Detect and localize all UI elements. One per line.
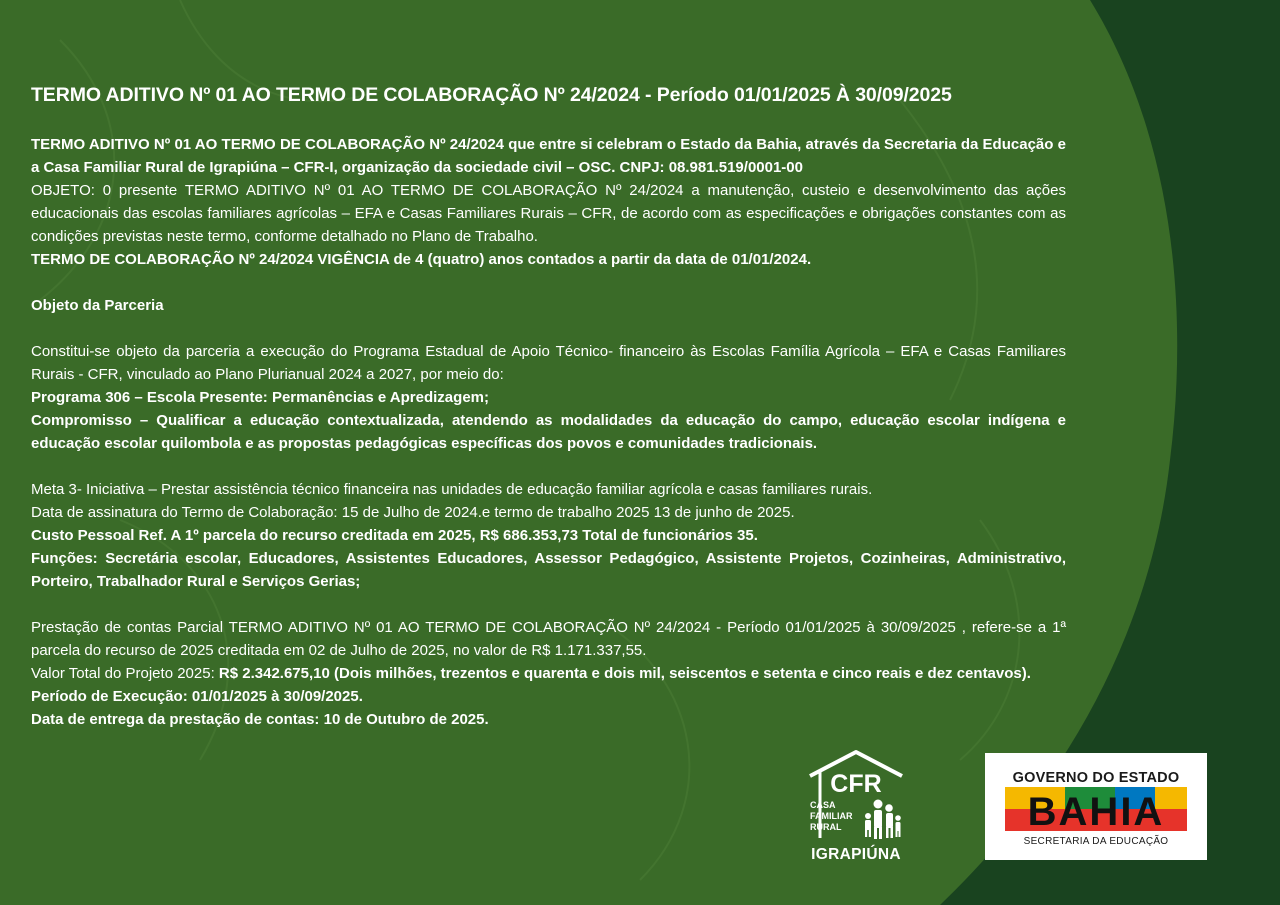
document-title: TERMO ADITIVO Nº 01 AO TERMO DE COLABORAÇÃO Nº 24/2024 - Período 01/01/2025 À 30/09/2025 <box>31 84 952 106</box>
family-icon <box>865 800 901 840</box>
intro-paragraph: TERMO ADITIVO Nº 01 AO TERMO DE COLABORAÇÃO Nº 24/2024 que entre si celebram o Estado da Bahia, através da Secretaria da Educação e a Casa Familiar Rural de Igrapiúna – CFR-I, organização da sociedade civil – OSC. CNPJ: 08.981.519/0001-00 <box>31 136 1066 176</box>
funcoes-paragraph: Funções: Secretária escolar, Educadores, Assistentes Educadores, Assessor Pedagógico, Assistente Projetos, Cozinheiras, Administrativo, Porteiro, Trabalhador Rural e Serviços Gerias; <box>31 550 1066 590</box>
gov-top-text: GOVERNO DO ESTADO <box>1012 770 1180 786</box>
periodo-execucao-line: Período de Execução: 01/01/2025 à 30/09/2025. <box>31 688 363 705</box>
cfr-line-1: CASA <box>810 800 836 810</box>
objeto-parceria-heading: Objeto da Parceria <box>31 297 164 314</box>
compromisso-paragraph: Compromisso – Qualificar a educação contextualizada, atendendo as modalidades da educação do campo, educação escolar indígena e educação escolar quilombola e as propostas pedagógicas específicas dos povos e comunidades tradicionais. <box>31 412 1066 452</box>
cfr-line-2: FAMILIAR <box>810 811 853 821</box>
valor-total-value: R$ 2.342.675,10 (Dois milhões, trezentos e quarenta e dois mil, seiscentos e setenta e cinco reais e dez centavos). <box>218 665 1031 682</box>
meta-line: Meta 3- Iniciativa – Prestar assistência técnico financeira nas unidades de educação familiar agrícola e casas familiares rurais. <box>31 481 873 498</box>
programa-line: Programa 306 – Escola Presente: Permanências e Apredizagem; <box>31 389 489 406</box>
valor-total-paragraph <box>31 662 1066 685</box>
vigencia-line: TERMO DE COLABORAÇÃO Nº 24/2024 VIGÊNCIA de 4 (quatro) anos contados a partir da data de 01/01/2024. <box>31 251 812 268</box>
gov-bottom-text: SECRETARIA DA EDUCAÇÃO <box>1023 836 1169 847</box>
cfr-initials: CFR <box>830 770 882 798</box>
constitui-paragraph: Constitui-se objeto da parceria a execução do Programa Estadual de Apoio Técnico- financeiro às Escolas Família Agrícola – EFA e Casas Familiares Rurais - CFR, vinculado ao Plano Plurianual 2024 a 2027, por meio do: <box>31 343 1066 383</box>
prestacao-paragraph: Prestação de contas Parcial TERMO ADITIVO Nº 01 AO TERMO DE COLABORAÇÃO Nº 24/2024 - Período 01/01/2025 à 30/09/2025 , refere-se a 1ª parcela do recurso de 2025 creditada em 02 de Julho de 2025, no valor de R$ 1.171.337,55. <box>31 619 1066 659</box>
governo-bahia-logo <box>985 753 1207 860</box>
cfr-line-3: RURAL <box>810 822 842 832</box>
document-body <box>31 84 1066 731</box>
data-entrega-line: Data de entrega da prestação de contas: 10 de Outubro de 2025. <box>31 711 489 728</box>
custo-pessoal-line: Custo Pessoal Ref. A 1º parcela do recurso creditada em 2025, R$ 686.353,73 Total de funcionários 35. <box>31 527 758 544</box>
data-assinatura-line: Data de assinatura do Termo de Colaboração: 15 de Julho de 2024.e termo de trabalho 2025 13 de junho de 2025. <box>31 504 795 521</box>
cfr-city-name: IGRAPIÚNA <box>811 846 901 863</box>
valor-total-label: Valor Total do Projeto 2025: <box>31 665 219 682</box>
objeto-paragraph: OBJETO: 0 presente TERMO ADITIVO Nº 01 AO TERMO DE COLABORAÇÃO Nº 24/2024 a manutenção, custeio e desenvolvimento das ações educacionais das escolas familiares agrícolas – EFA e Casas Familiares Rurais – CFR, de acordo com as especificações e obrigações constantes com as condições previstas neste termo, conforme detalhado no Plano de Trabalho. <box>31 182 1066 245</box>
gov-word: BAHIA <box>1027 790 1165 831</box>
bahia-wordmark <box>1005 787 1187 831</box>
